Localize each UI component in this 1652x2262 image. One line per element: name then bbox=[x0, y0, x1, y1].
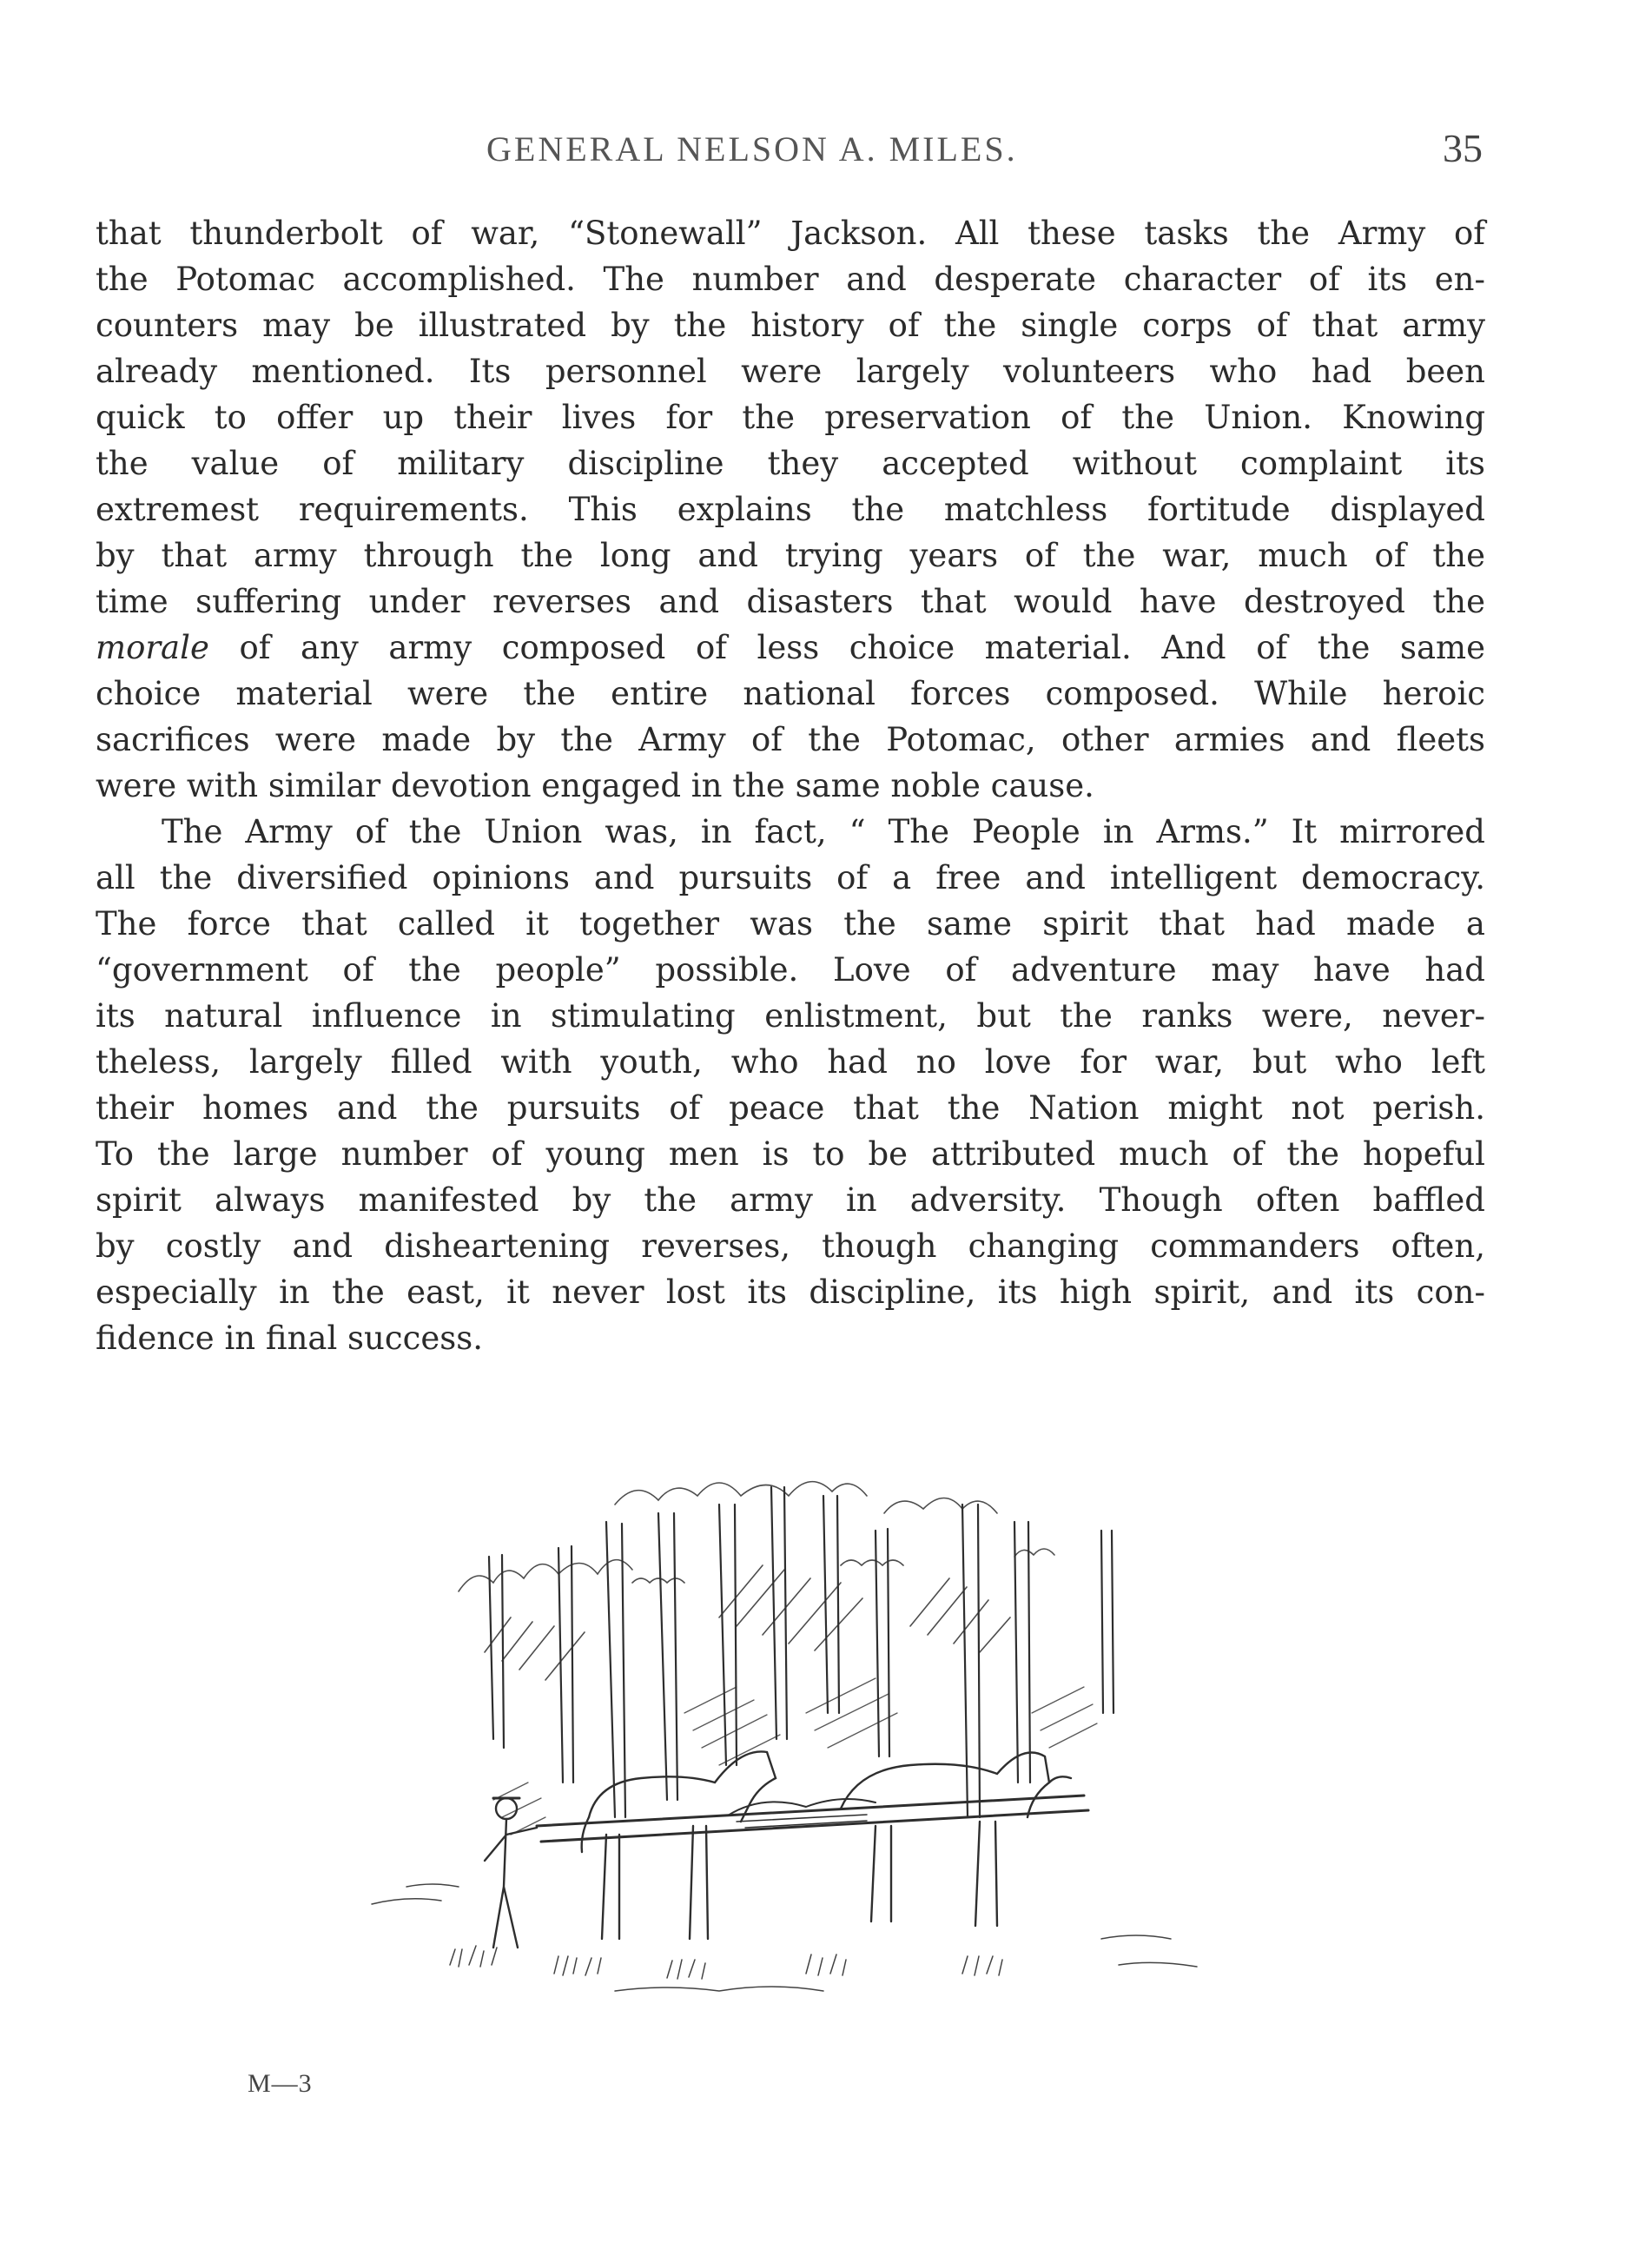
text-line: “government of the people” possible. Love of adventure may have had bbox=[96, 951, 1485, 989]
text-line: quick to offer up their lives for the preservation of the Union. Knowing bbox=[96, 399, 1485, 436]
text-line: that thunderbolt of war, “Stonewall” Jackson. All these tasks the Army of bbox=[96, 215, 1485, 252]
rear-horse bbox=[582, 1751, 776, 1939]
text-line: the Potomac accomplished. The number and desperate character of its en- bbox=[96, 261, 1485, 298]
text-line: counters may be illustrated by the history of the single corps of that army bbox=[96, 307, 1485, 344]
italic-word: morale bbox=[96, 629, 209, 666]
text-line: already mentioned. Its personnel were largely volunteers who had been bbox=[96, 353, 1485, 390]
text-line: were with similar devotion engaged in the same noble cause. bbox=[96, 767, 1094, 804]
running-head bbox=[0, 126, 1652, 177]
text-line: the value of military discipline they accepted without complaint its bbox=[96, 445, 1485, 482]
text-line: The Army of the Union was, in fact, “ The People in Arms.” It mirrored bbox=[162, 813, 1485, 850]
text-line: by that army through the long and trying years of the war, much of the bbox=[96, 537, 1485, 574]
text-line: fidence in final success. bbox=[96, 1320, 483, 1357]
text-line: their homes and the pursuits of peace that the Nation might not perish. bbox=[96, 1089, 1485, 1127]
running-title: GENERAL NELSON A. MILES. bbox=[486, 129, 1018, 169]
text-line-with-italic bbox=[96, 625, 1485, 671]
text-line: extremest requirements. This explains the matchless fortitude displayed bbox=[96, 491, 1485, 528]
tree-trunks bbox=[489, 1487, 1113, 1817]
body-text bbox=[96, 210, 1485, 1361]
text-line: especially in the east, it never lost its discipline, its high spirit, and its con- bbox=[96, 1273, 1485, 1311]
text-line: time suffering under reverses and disasters that would have destroyed the bbox=[96, 583, 1485, 620]
text-fragment: of any army composed of less choice material. And of the same bbox=[208, 629, 1485, 666]
soldier-figure bbox=[485, 1798, 537, 1948]
paragraph-1 bbox=[96, 210, 1485, 809]
text-line: To the large number of young men is to be attributed much of the hopeful bbox=[96, 1135, 1485, 1173]
front-horse bbox=[841, 1753, 1071, 1927]
paragraph-2 bbox=[96, 809, 1485, 1361]
text-line: sacrifices were made by the Army of the Potomac, other armies and fleets bbox=[96, 721, 1485, 758]
signature-mark: M—3 bbox=[248, 2069, 313, 2098]
text-line: spirit always manifested by the army in adversity. Though often baffled bbox=[96, 1181, 1485, 1219]
text-line: all the diversified opinions and pursuits of a free and intelligent democracy. bbox=[96, 859, 1485, 896]
page-number: 35 bbox=[1443, 126, 1483, 170]
text-line: choice material were the entire national forces composed. While heroic bbox=[96, 675, 1485, 712]
text-line: its natural influence in stimulating enlistment, but the ranks were, never- bbox=[96, 997, 1485, 1035]
litter-bearers-illustration bbox=[354, 1452, 1232, 2008]
text-line: by costly and disheartening reverses, though changing commanders often, bbox=[96, 1227, 1485, 1265]
text-line: theless, largely filled with youth, who had no love for war, but who left bbox=[96, 1043, 1485, 1081]
text-line: The force that called it together was the same spirit that had made a bbox=[96, 905, 1485, 942]
